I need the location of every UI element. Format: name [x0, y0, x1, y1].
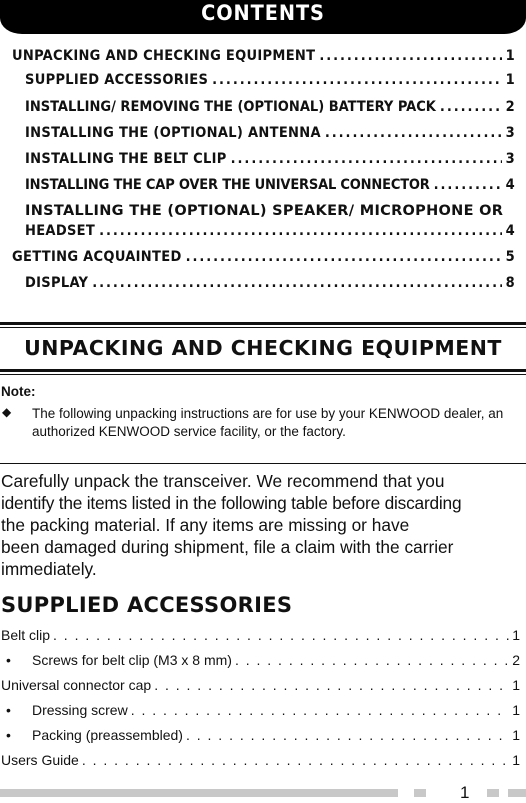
toc-item[interactable]: [12, 48, 515, 65]
toc-item-label-line1: INSTALLING THE (OPTIONAL) SPEAKER/ MICROPHONE OR: [25, 203, 504, 219]
toc-item-page: 4: [505, 177, 515, 193]
accessory-qty: 1: [512, 702, 520, 718]
bullet-icon: •: [6, 702, 11, 718]
section-rule-top: [0, 322, 526, 325]
toc-item[interactable]: [25, 72, 515, 89]
toc-item-page: 4: [505, 223, 515, 239]
bullet-icon: •: [6, 727, 11, 743]
diamond-bullet-icon: ◆: [2, 405, 12, 419]
note-text: The following unpacking instructions are for use by your KENWOOD dealer, an authorized KENWOOD service facility, or the factory.: [32, 406, 504, 439]
toc-item[interactable]: [25, 125, 515, 142]
section-rule-top-thin: [0, 327, 526, 328]
body-line: Carefully unpack the transceiver. We recommend that you: [1, 471, 445, 491]
footer-bar-dash: [487, 789, 499, 797]
body-line: the packing material. If any items are missing or have: [1, 515, 410, 535]
toc-item-label: INSTALLING THE BELT CLIP: [25, 151, 227, 167]
toc-item-label: SUPPLIED ACCESSORIES: [25, 72, 209, 88]
accessory-label: Screws for belt clip (M3 x 8 mm): [32, 652, 232, 668]
accessory-item: [1, 627, 520, 644]
accessory-item: [32, 702, 520, 719]
toc-item-page: 5: [505, 249, 515, 265]
note-label: Note:: [1, 384, 36, 399]
section-rule-bottom: [0, 369, 526, 372]
toc-item-label: DISPLAY: [25, 275, 89, 291]
toc-item-label: UNPACKING AND CHECKING EQUIPMENT: [12, 48, 316, 64]
body-line: identify the items listed in the following table before discarding: [1, 493, 462, 513]
accessory-qty: 2: [512, 652, 520, 668]
footer-bar-left: [0, 789, 398, 797]
toc-item-label: INSTALLING THE (OPTIONAL) ANTENNA: [25, 125, 321, 141]
accessory-label: Users Guide: [1, 752, 79, 768]
toc-item-label: GETTING ACQUAINTED: [12, 249, 182, 265]
accessory-item: [1, 677, 520, 694]
contents-title: CONTENTS: [201, 1, 325, 25]
accessory-qty: 1: [512, 727, 520, 743]
bullet-icon: •: [6, 652, 11, 668]
accessory-item: [1, 752, 520, 769]
toc-item-page: 3: [505, 151, 515, 167]
toc-item[interactable]: [25, 223, 515, 240]
accessory-label: Belt clip: [1, 627, 51, 643]
toc-item-page: 2: [505, 99, 515, 115]
accessory-label: Dressing screw: [32, 702, 128, 718]
toc-item-page: 8: [505, 275, 515, 291]
accessory-qty: 1: [512, 677, 520, 693]
page-number: 1: [460, 783, 470, 802]
toc-item-page: 1: [505, 72, 515, 88]
toc-item[interactable]: [12, 249, 515, 266]
toc-item[interactable]: [25, 99, 515, 116]
toc-item-label: INSTALLING THE CAP OVER THE UNIVERSAL CONNECTOR: [25, 177, 430, 193]
accessories-title: SUPPLIED ACCESSORIES: [1, 593, 293, 617]
accessory-label: Packing (preassembled): [32, 727, 183, 743]
accessory-qty: 1: [512, 752, 520, 768]
footer-bar-dash: [508, 789, 526, 797]
toc-item[interactable]: [25, 177, 515, 194]
toc-item-page: 1: [505, 48, 515, 64]
toc-item[interactable]: [25, 151, 515, 168]
footer-bar-dash: [414, 789, 426, 797]
section-rule-bottom-thin: [0, 374, 526, 375]
toc-item-label: HEADSET: [25, 223, 96, 239]
accessory-label: Universal connector cap: [1, 677, 152, 693]
section-title: UNPACKING AND CHECKING EQUIPMENT: [24, 336, 502, 360]
toc-item[interactable]: [25, 275, 515, 292]
accessory-item: [32, 727, 520, 744]
note-rule: [0, 463, 526, 464]
toc-item-page: 3: [505, 125, 515, 141]
body-paragraph: [1, 470, 523, 580]
accessory-qty: 1: [512, 627, 520, 643]
toc-item-label: INSTALLING/ REMOVING THE (OPTIONAL) BATTERY PACK: [25, 99, 436, 115]
body-line: immediately.: [1, 559, 97, 579]
accessory-item: [32, 652, 520, 669]
body-line: been damaged during shipment, file a claim with the carrier: [1, 537, 454, 557]
